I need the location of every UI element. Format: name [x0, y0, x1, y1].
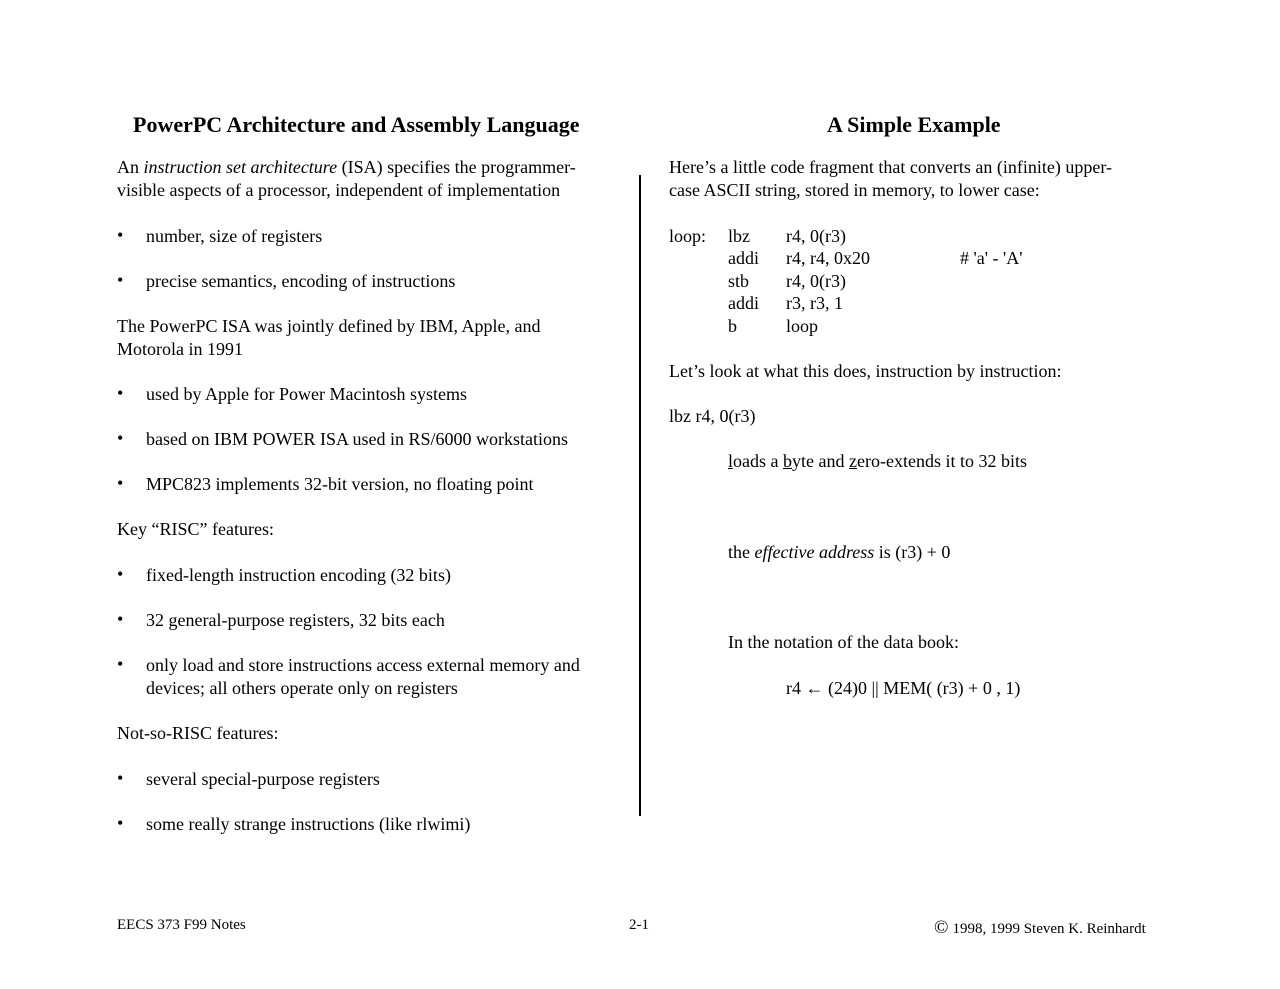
notrisc-bullet-1: several special-purpose registers — [146, 769, 380, 789]
risc-bullet-3-line1: only load and store instructions access external memory and — [146, 655, 580, 675]
code-comment: # 'a' - 'A' — [960, 248, 1023, 268]
history-bullet-3: MPC823 implements 32-bit version, no floating point — [146, 474, 534, 494]
bullet-marker: • — [117, 428, 124, 448]
code-op: addi — [728, 293, 759, 313]
code-args: r4, 0(r3) — [786, 226, 846, 246]
risc-heading: Key “RISC” features: — [117, 519, 274, 539]
bullet-marker: • — [117, 609, 124, 629]
code-args: r4, 0(r3) — [786, 271, 846, 291]
intro-line2: case ASCII string, stored in memory, to lower case: — [669, 180, 1040, 200]
walkthrough-text: Let’s look at what this does, instruction by instruction: — [669, 361, 1062, 381]
lbz-desc-part: yte and — [792, 451, 849, 471]
history-line1: The PowerPC ISA was jointly defined by IBM, Apple, and — [117, 316, 541, 336]
history-line2: Motorola in 1991 — [117, 339, 243, 359]
isa-intro-line2: visible aspects of a processor, independent of implementation — [117, 180, 561, 200]
history-bullet-2: based on IBM POWER ISA used in RS/6000 workstations — [146, 429, 569, 449]
notation-intro: In the notation of the data book: — [728, 632, 959, 652]
notrisc-heading: Not-so-RISC features: — [117, 723, 279, 743]
risc-bullet-2: 32 general-purpose registers, 32 bits each — [146, 610, 445, 630]
left-title: PowerPC Architecture and Assembly Language — [133, 112, 580, 137]
code-args: r4, r4, 0x20 — [786, 248, 870, 268]
bullet-marker: • — [117, 383, 124, 403]
bullet-marker: • — [117, 813, 124, 833]
underline-l: l — [728, 451, 734, 471]
code-label: loop: — [669, 226, 707, 246]
bullet-marker: • — [117, 225, 124, 245]
right-title: A Simple Example — [827, 112, 1001, 137]
isa-bullet-2: precise semantics, encoding of instructions — [146, 271, 456, 291]
bullet-marker: • — [117, 564, 124, 584]
bullet-marker: • — [117, 654, 124, 674]
footer-course: EECS 373 F99 Notes — [117, 917, 246, 933]
notrisc-bullet-2: some really strange instructions (like rlwimi) — [146, 814, 471, 834]
footer-copyright — [934, 917, 1146, 939]
copyright-text: 1998, 1999 Steven K. Reinhardt — [952, 921, 1146, 937]
code-op: lbz — [728, 226, 750, 246]
isa-intro-line1 — [117, 156, 576, 178]
intro-line1: Here’s a little code fragment that converts an (infinite) upper- — [669, 157, 1112, 177]
underline-b: b — [783, 451, 792, 471]
code-args: loop — [786, 316, 819, 336]
isa-intro-post: (ISA) specifies the programmer- — [337, 157, 576, 177]
column-divider — [639, 175, 641, 816]
isa-bullet-1: number, size of registers — [146, 226, 323, 246]
isa-intro-em: instruction set architecture — [143, 157, 338, 177]
ea-pre: the — [728, 542, 755, 562]
code-op: b — [728, 316, 737, 336]
underline-z: z — [848, 451, 857, 471]
code-op: addi — [728, 248, 759, 268]
lbz-desc-part: ero-extends it to 32 bits — [856, 451, 1027, 471]
footer-page-number: 2-1 — [629, 917, 649, 933]
bullet-marker: • — [117, 473, 124, 493]
ea-post: is (r3) + 0 — [874, 542, 951, 562]
code-args: r3, r3, 1 — [786, 293, 843, 313]
copyright-icon: © — [934, 917, 949, 938]
isa-intro-pre: An — [117, 157, 144, 177]
code-op: stb — [728, 271, 750, 291]
lbz-desc-part: oads a — [733, 451, 783, 471]
instr-heading: lbz r4, 0(r3) — [669, 406, 756, 426]
history-bullet-1: used by Apple for Power Macintosh systems — [146, 384, 467, 404]
risc-bullet-1: fixed-length instruction encoding (32 bits) — [146, 565, 451, 585]
bullet-marker: • — [117, 270, 124, 290]
notation-formula: r4 ← (24)0 || MEM( (r3) + 0 , 1) — [786, 678, 1021, 698]
bullet-marker: • — [117, 768, 124, 788]
lbz-description — [728, 450, 1027, 472]
ea-em: effective address — [754, 542, 875, 562]
risc-bullet-3-line2: devices; all others operate only on registers — [146, 678, 458, 698]
effective-address-text — [728, 541, 950, 563]
